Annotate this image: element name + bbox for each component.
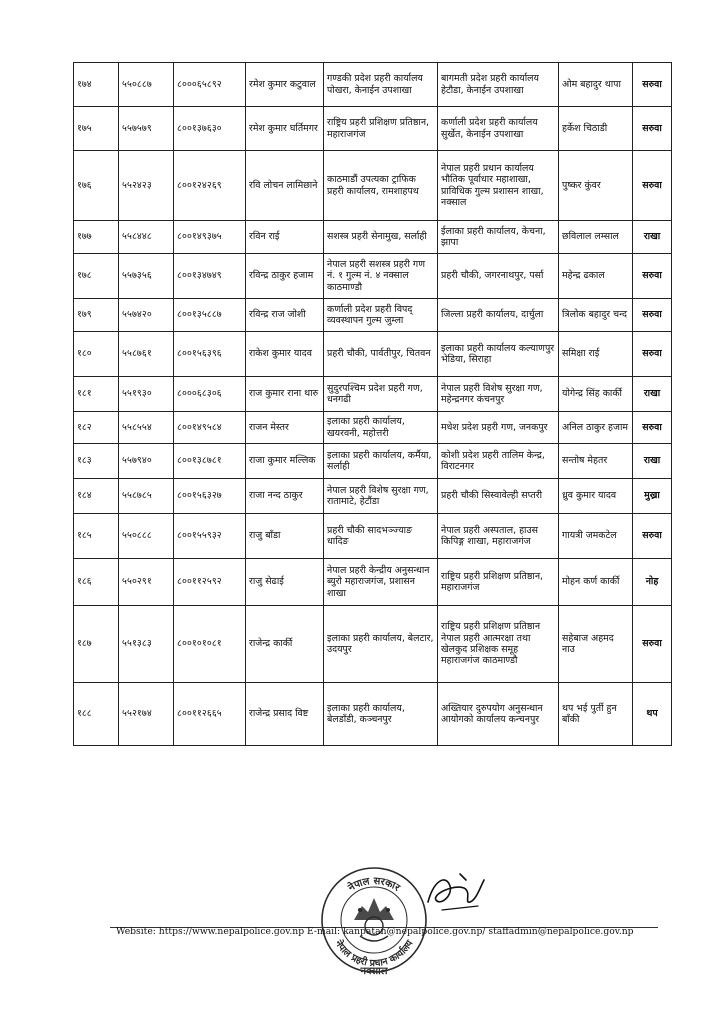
table-row [74, 107, 672, 151]
cell-employee-id: ५५८७६१ [119, 332, 174, 377]
cell-status: सरुवा [633, 299, 672, 332]
cell-current-office: प्रहरी चौकी, पार्वतीपुर, चितवन [324, 332, 438, 377]
table-row [74, 606, 672, 683]
cell-replacement: ओम बहादुर थापा [559, 63, 633, 107]
cell-replacement: योगेन्द्र सिंह कार्की [559, 377, 633, 412]
cell-name: राजेन्द्र कार्की [246, 606, 324, 683]
cell-serial: १८० [74, 332, 119, 377]
table-row [74, 332, 672, 377]
cell-employee-id: ५५२४२३ [119, 151, 174, 221]
cell-current-office: नेपाल प्रहरी विशेष सुरक्षा गण, रातामाटे, हेटौंडा [324, 479, 438, 514]
table-row [74, 151, 672, 221]
cell-name: राकेश कुमार यादव [246, 332, 324, 377]
table-row [74, 299, 672, 332]
cell-employee-id: ५५८७८५ [119, 479, 174, 514]
table-row [74, 412, 672, 444]
cell-serial: १७४ [74, 63, 119, 107]
footer-contact: Website: https://www.nepalpolice.gov.np E-mail: kanpatan@nepalpolice.gov.np/ staffadmin@nepalpolice.gov.np [116, 926, 634, 937]
cell-new-office: राष्ट्रिय प्रहरी प्रशिक्षण प्रतिष्ठान, महाराजगंज [438, 559, 559, 606]
cell-new-office: अख्तियार दुरुपयोग अनुसन्धान आयोगको कार्यालय कन्चनपुर [438, 683, 559, 746]
cell-code: ८००११२६६५ [174, 683, 246, 746]
cell-employee-id: ५५७९४० [119, 444, 174, 479]
cell-status: राखा [633, 221, 672, 254]
cell-replacement: ध्रुव कुमार यादव [559, 479, 633, 514]
cell-name: राज कुमार राना थारु [246, 377, 324, 412]
cell-serial: १८६ [74, 559, 119, 606]
cell-name: रमेश कुमार घर्तिमगर [246, 107, 324, 151]
cell-employee-id: ५५७४२० [119, 299, 174, 332]
cell-current-office: इलाका प्रहरी कार्यालय, बेलटार, उदयपुर [324, 606, 438, 683]
cell-code: ८००१५५९३२ [174, 514, 246, 559]
cell-serial: १८३ [74, 444, 119, 479]
cell-status: राखा [633, 444, 672, 479]
cell-code: ८००१३८७८१ [174, 444, 246, 479]
cell-employee-id: ५५२१७४ [119, 683, 174, 746]
cell-status: सरुवा [633, 332, 672, 377]
cell-current-office: राष्ट्रिय प्रहरी प्रशिक्षण प्रतिष्ठान, महाराजगंज [324, 107, 438, 151]
cell-current-office: इलाका प्रहरी कार्यालय, कर्मैया, सर्लाही [324, 444, 438, 479]
table-row [74, 63, 672, 107]
cell-replacement: सहेबाज अहमद नाउ [559, 606, 633, 683]
cell-current-office: प्रहरी चौकी सादभञ्ज्याङ धादिङ [324, 514, 438, 559]
cell-current-office: नेपाल प्रहरी सशस्त्र प्रहरी गण नं. १ गुल्म नं. ४ नक्साल काठमाण्डौ [324, 254, 438, 299]
cell-new-office: इलाका प्रहरी कार्यालय कल्याणपुर भेडिया, सिराहा [438, 332, 559, 377]
cell-new-office: नेपाल प्रहरी अस्पताल, हाउस किपिङ्ग शाखा, महाराजगंज [438, 514, 559, 559]
cell-name: राजु बाँडा [246, 514, 324, 559]
cell-serial: १७५ [74, 107, 119, 151]
cell-name: रविन राई [246, 221, 324, 254]
cell-new-office: मधेश प्रदेश प्रहरी गण, जनकपुर [438, 412, 559, 444]
cell-status: नोह [633, 559, 672, 606]
cell-code: ८००१४९३७५ [174, 221, 246, 254]
cell-serial: १८५ [74, 514, 119, 559]
cell-code: ८०००६५८९२ [174, 63, 246, 107]
cell-code: ८००१५६३२७ [174, 479, 246, 514]
office-stamp [316, 862, 432, 978]
cell-employee-id: ५५७३५६ [119, 254, 174, 299]
cell-status: सरुवा [633, 606, 672, 683]
cell-employee-id: ५५०८८८ [119, 514, 174, 559]
cell-code: ८००१३७६३० [174, 107, 246, 151]
cell-status: सरुवा [633, 151, 672, 221]
cell-code: ८००१०१०८१ [174, 606, 246, 683]
cell-code: ८०००६८३०६ [174, 377, 246, 412]
cell-serial: १७९ [74, 299, 119, 332]
cell-replacement: पुष्कर कुंवर [559, 151, 633, 221]
cell-new-office: प्रहरी चौकी सिस्वावेल्ही सप्तरी [438, 479, 559, 514]
cell-employee-id: ५५०८८७ [119, 63, 174, 107]
cell-status: सरुवा [633, 412, 672, 444]
cell-replacement: हर्केश चिठाडी [559, 107, 633, 151]
cell-name: राजा कुमार मल्लिक [246, 444, 324, 479]
cell-new-office: कर्णाली प्रदेश प्रहरी कार्यालय सुर्खेत, केनाईन उपशाखा [438, 107, 559, 151]
cell-status: सरुवा [633, 514, 672, 559]
table-row [74, 479, 672, 514]
cell-status: मुख्रा [633, 479, 672, 514]
table-row [74, 377, 672, 412]
cell-new-office: जिल्ला प्रहरी कार्यालय, दार्चुला [438, 299, 559, 332]
cell-replacement: मोहन कर्ण कार्की [559, 559, 633, 606]
cell-name: रविन्द्र ठाकुर हजाम [246, 254, 324, 299]
cell-name: राजु सेढाई [246, 559, 324, 606]
cell-status: थप [633, 683, 672, 746]
cell-code: ८००१४९५८४ [174, 412, 246, 444]
table-row [74, 221, 672, 254]
cell-current-office: नेपाल प्रहरी केन्द्रीय अनुसन्धान ब्युरो महाराजगंज, प्रशासन शाखा [324, 559, 438, 606]
cell-current-office: सुदुरपश्चिम प्रदेश प्रहरी गण, धनगढी [324, 377, 438, 412]
cell-name: राजा नन्द ठाकुर [246, 479, 324, 514]
transfer-table [73, 62, 672, 746]
cell-employee-id: ५५०२९१ [119, 559, 174, 606]
cell-replacement: सन्तोष मेहतर [559, 444, 633, 479]
stamp-top-text: नेपाल सरकार [346, 875, 402, 894]
cell-status: सरुवा [633, 107, 672, 151]
cell-current-office: इलाका प्रहरी कार्यालय, बेलडाँडी, कञ्चनपुर [324, 683, 438, 746]
cell-serial: १८४ [74, 479, 119, 514]
cell-name: रमेश कुमार कटुवाल [246, 63, 324, 107]
cell-replacement: महेन्द्र ढकाल [559, 254, 633, 299]
cell-replacement: समिक्षा राई [559, 332, 633, 377]
cell-current-office: सशस्त्र प्रहरी सेनामुख, सर्लाही [324, 221, 438, 254]
stamp-place-text: नक्साल [360, 966, 388, 977]
stamp-bottom-text: नेपाल प्रहरी प्रधान कार्यालय [332, 938, 416, 970]
table-row [74, 559, 672, 606]
cell-status: राखा [633, 377, 672, 412]
signature [420, 866, 492, 916]
cell-employee-id: ५५१३८३ [119, 606, 174, 683]
table-row [74, 444, 672, 479]
table-body [74, 63, 672, 746]
cell-current-office: इलाका प्रहरी कार्यालय, खयरवनी, महोत्तरी [324, 412, 438, 444]
cell-replacement: अनिल ठाकुर हजाम [559, 412, 633, 444]
cell-replacement: गायत्री जमकटेल [559, 514, 633, 559]
table-row [74, 683, 672, 746]
cell-new-office: ईलाका प्रहरी कार्यालय, केचना, झापा [438, 221, 559, 254]
cell-name: रविन्द्र राज जोशी [246, 299, 324, 332]
cell-code: ८००१५६३९६ [174, 332, 246, 377]
cell-new-office: बागमती प्रदेश प्रहरी कार्यालय हेटौडा, केनाईन उपशाखा [438, 63, 559, 107]
cell-serial: १८२ [74, 412, 119, 444]
cell-serial: १७७ [74, 221, 119, 254]
svg-text:नेपाल सरकार [345, 876, 403, 895]
cell-serial: १८७ [74, 606, 119, 683]
cell-name: राजन मेस्तर [246, 412, 324, 444]
cell-code: ८००११२५९२ [174, 559, 246, 606]
cell-serial: १७६ [74, 151, 119, 221]
cell-new-office: राष्ट्रिय प्रहरी प्रशिक्षण प्रतिष्ठान नेपाल प्रहरी आत्मरक्षा तथा खेलकुद प्रशिक्षक समूह महाराजगंज काठमाण्डौ [438, 606, 559, 683]
cell-code: ८००१२४२६९ [174, 151, 246, 221]
cell-current-office: गण्डकी प्रदेश प्रहरी कार्यालय पोखरा, केनाईन उपशाखा [324, 63, 438, 107]
cell-code: ८००१३५८८७ [174, 299, 246, 332]
cell-employee-id: ५५१९३० [119, 377, 174, 412]
cell-new-office: प्रहरी चौकी, जगरनाथपुर, पर्सा [438, 254, 559, 299]
cell-new-office: नेपाल प्रहरी विशेष सुरक्षा गण, महेन्द्रनगर कंचनपुर [438, 377, 559, 412]
cell-replacement: छविलाल लम्साल [559, 221, 633, 254]
table-row [74, 254, 672, 299]
cell-name: राजेन्द्र प्रसाद विष्ट [246, 683, 324, 746]
cell-new-office: नेपाल प्रहरी प्रधान कार्यालय भौतिक पूर्वाधार महाशाखा, प्राविधिक गुल्म प्रशासन शाखा, नक्साल [438, 151, 559, 221]
cell-current-office: काठमाडौं उपत्यका ट्राफिक प्रहरी कार्यालय, रामशाहपथ [324, 151, 438, 221]
cell-serial: १८१ [74, 377, 119, 412]
cell-current-office: कर्णाली प्रदेश प्रहरी विपद् व्यवस्थापन गुल्म जुम्ला [324, 299, 438, 332]
cell-serial: १७८ [74, 254, 119, 299]
cell-employee-id: ५५८४४८ [119, 221, 174, 254]
cell-replacement: थप भई पुर्ती हुन बाँकी [559, 683, 633, 746]
cell-serial: १८८ [74, 683, 119, 746]
cell-employee-id: ५५७५७९ [119, 107, 174, 151]
cell-employee-id: ५५८५५४ [119, 412, 174, 444]
cell-name: रवि लोचन लामिछाने [246, 151, 324, 221]
cell-new-office: कोशी प्रदेश प्रहरी तालिम केन्द्र, विराटनगर [438, 444, 559, 479]
cell-status: सरुवा [633, 254, 672, 299]
cell-replacement: त्रिलोक बहादुर चन्द [559, 299, 633, 332]
table-row [74, 514, 672, 559]
cell-status: सरुवा [633, 63, 672, 107]
cell-code: ८००१३४७४९ [174, 254, 246, 299]
